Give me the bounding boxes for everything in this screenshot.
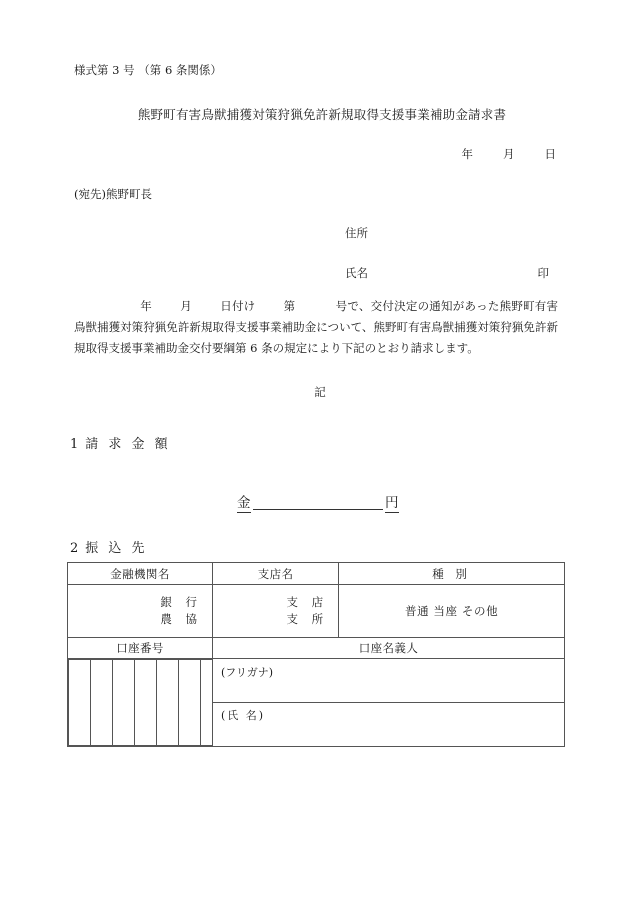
amount-input-blank[interactable] [253, 493, 383, 510]
account-digit-1[interactable] [69, 660, 91, 746]
section-2-number: 2 [70, 541, 79, 556]
institution-suffix-bank: 銀 行 [160, 595, 202, 609]
section-2-label: 振 込 先 [85, 541, 148, 556]
table-entry-row [68, 659, 565, 747]
body-number-suffix: 号で、交付決定の通知があった熊野町有害 [335, 299, 559, 313]
amount-suffix: 円 [385, 495, 399, 511]
holder-name-row[interactable] [213, 703, 564, 746]
account-number-cells[interactable] [68, 659, 213, 747]
body-day-label: 日付け [219, 299, 256, 313]
table-header-row [68, 563, 565, 585]
body-month-label: 月 [179, 299, 192, 313]
holder-furigana-row[interactable] [213, 660, 564, 703]
section-1-heading [70, 433, 171, 452]
body-line2: 鳥獣捕獲対策狩猟免許新規取得支援事業補助金について、熊野町有害鳥獣捕獲対策狩猟 [74, 320, 524, 334]
document-title: 熊野町有害鳥獣捕獲対策狩猟免許新規取得支援事業補助金請求書 [137, 107, 507, 122]
form-number: 様式第 3 号 （第 6 条関係） [74, 63, 222, 77]
holder-name-label: (氏 名) [220, 708, 266, 722]
address-label: 住所 [345, 226, 368, 240]
header-institution: 金融機関名 [68, 563, 213, 585]
section-2-heading [70, 537, 148, 556]
body-line3: 免許新規取得支援事業補助金交付要綱第 6 条の規定により下記のとおり請求します。 [74, 320, 558, 355]
kiji-marker: 記 [314, 385, 326, 399]
account-digit-row [69, 660, 212, 746]
applicant-block [345, 225, 565, 305]
branch-suffix-shisho: 支 所 [286, 612, 329, 626]
claim-amount-line [237, 491, 399, 511]
section-1-number: 1 [70, 437, 79, 452]
body-paragraph [74, 296, 558, 359]
holder-furigana-label: (フリガナ) [220, 665, 274, 679]
header-account-holder: 口座名義人 [212, 638, 564, 659]
amount-prefix: 金 [237, 495, 251, 511]
table-subheader-row [68, 638, 565, 659]
body-year-label: 年 [140, 299, 152, 313]
addressee: (宛先)熊野町長 [74, 187, 152, 201]
branch-name-cell[interactable] [212, 585, 338, 638]
account-digit-grid [68, 659, 212, 746]
header-branch: 支店名 [212, 563, 338, 585]
name-label: 氏名 [345, 266, 368, 280]
date-year-label: 年 [461, 147, 473, 161]
table-value-row [68, 585, 565, 638]
header-account-type: 種 別 [339, 563, 565, 585]
applicant-address-row [345, 225, 565, 265]
branch-suffix-shiten: 支 店 [286, 595, 329, 609]
institution-name-cell[interactable] [68, 585, 213, 638]
account-digit-6[interactable] [179, 660, 201, 746]
account-digit-2[interactable] [91, 660, 113, 746]
body-number-prefix: 第 [283, 299, 296, 313]
section-1-label: 請 求 金 額 [85, 437, 171, 452]
account-digit-7[interactable] [201, 660, 212, 746]
seal-label: 印 [537, 266, 549, 280]
account-digit-5[interactable] [157, 660, 179, 746]
header-account-number: 口座番号 [68, 638, 213, 659]
account-holder-cell [212, 659, 564, 747]
account-digit-4[interactable] [135, 660, 157, 746]
account-digit-3[interactable] [113, 660, 135, 746]
account-type-options[interactable]: 普通 当座 その他 [339, 585, 565, 638]
date-line [0, 146, 630, 162]
date-day-label: 日 [544, 147, 556, 161]
bank-transfer-table [67, 562, 565, 747]
institution-suffix-coop: 農 協 [160, 612, 202, 626]
date-month-label: 月 [503, 147, 515, 161]
